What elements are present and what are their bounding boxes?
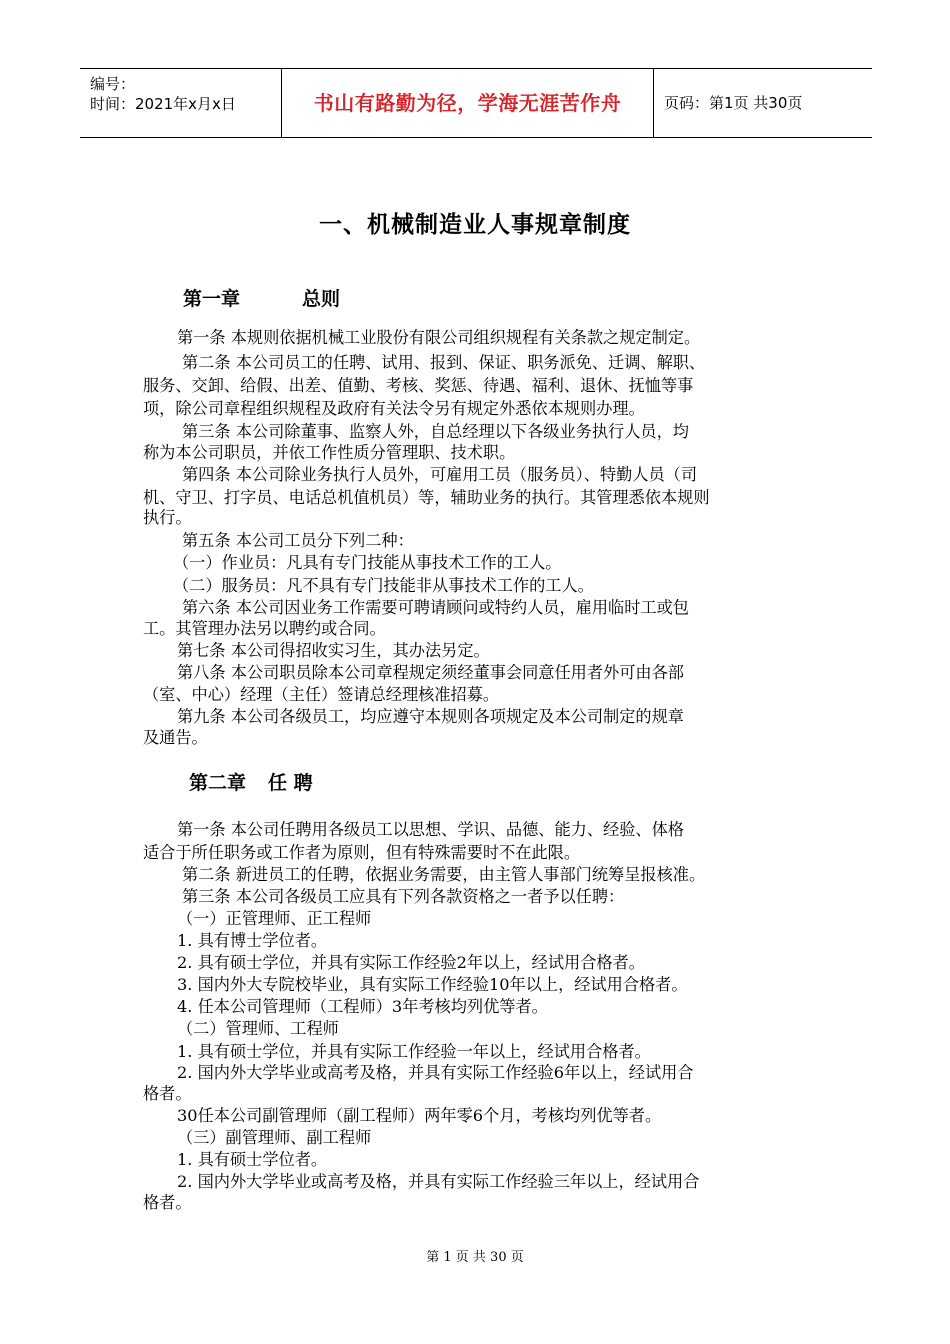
text-line: 3. 国内外大专院校毕业，具有实际工作经验10年以上，经试用合格者。	[177, 975, 688, 994]
text-line: 第四条 本公司除业务执行人员外，可雇用工员（服务员）、特勤人员（司	[182, 465, 698, 484]
document-date: 时间：2021年x月x日	[90, 95, 236, 113]
header-motto: 书山有路勤为径，学海无涯苦作舟	[282, 69, 654, 137]
page-footer: 第 1 页 共 30 页	[426, 1250, 524, 1265]
text-line: 格者。	[143, 1193, 192, 1212]
chapter-1-name: 总则	[302, 288, 341, 310]
text-line: 2. 国内外大学毕业或高考及格，并具有实际工作经验三年以上，经试用合	[177, 1172, 700, 1191]
text-line: （一）正管理师、正工程师	[177, 909, 372, 928]
text-line: （二）管理师、工程师	[177, 1019, 339, 1038]
text-line: 1. 具有硕士学位者。	[177, 1150, 328, 1169]
text-line: 2. 具有硕士学位，并具有实际工作经验2年以上，经试用合格者。	[177, 953, 645, 972]
document-title: 一、机械制造业人事规章制度	[319, 212, 631, 238]
text-line: 适合于所任职务或工作者为原则，但有特殊需要时不在此限。	[143, 843, 581, 862]
text-line: 服务、交卸、给假、出差、值勤、考核、奖惩、待遇、福利、退休、抚恤等事	[143, 376, 694, 395]
text-line: 机、守卫、打字员、电话总机值机员）等，辅助业务的执行。其管理悉依本规则	[143, 488, 710, 507]
text-line: （一）作业员：凡具有专门技能从事技术工作的工人。	[173, 553, 562, 572]
text-line: 项，除公司章程组织规程及政府有关法令另有规定外悉依本规则办理。	[143, 399, 645, 418]
text-line: 第七条 本公司得招收实习生，其办法另定。	[177, 641, 490, 660]
text-line: 第二条 本公司员工的任聘、试用、报到、保证、职务派免、迁调、解职、	[182, 353, 706, 372]
header-page-info: 页码：第1页 共30页	[664, 94, 803, 112]
text-line: （二）服务员：凡不具有专门技能非从事技术工作的工人。	[173, 576, 594, 595]
text-line: 第八条 本公司职员除本公司章程规定须经董事会同意任用者外可由各部	[177, 663, 684, 682]
text-line: 及通告。	[143, 728, 208, 747]
chapter-2-heading	[189, 768, 313, 795]
text-line: 第一条 本公司任聘用各级员工以思想、学识、品德、能力、经验、体格	[177, 820, 684, 839]
text-line: 1. 具有硕士学位，并具有实际工作经验一年以上，经试用合格者。	[177, 1042, 651, 1061]
chapter-2-label: 第二章	[189, 772, 247, 794]
text-line: 第三条 本公司各级员工应具有下列各款资格之一者予以任聘：	[182, 887, 625, 906]
text-line: 4. 任本公司管理师（工程师）3年考核均列优等者。	[177, 997, 548, 1016]
document-header	[80, 68, 872, 138]
text-line: 工。其管理办法另以聘约或合同。	[143, 619, 386, 638]
chapter-2-name: 任 聘	[268, 772, 313, 794]
text-line: 第九条 本公司各级员工，均应遵守本规则各项规定及本公司制定的规章	[177, 707, 684, 726]
header-meta	[80, 69, 282, 137]
chapter-1-label: 第一章	[183, 288, 241, 310]
chapter-1-heading	[183, 284, 340, 311]
text-line: 格者。	[143, 1084, 192, 1103]
text-line: 称为本公司职员，并依工作性质分管理职、技术职。	[143, 443, 516, 462]
text-line: （室、中心）经理（主任）签请总经理核准招募。	[143, 685, 500, 704]
text-line: 第三条 本公司除董事、监察人外，自总经理以下各级业务执行人员，均	[182, 422, 689, 441]
text-line: 第一条 本规则依据机械工业股份有限公司组织规程有关条款之规定制定。	[177, 328, 701, 347]
text-line: 第五条 本公司工员分下列二种：	[182, 531, 414, 550]
text-line: 30任本公司副管理师（副工程师）两年零6个月，考核均列优等者。	[177, 1106, 662, 1125]
text-line: 第六条 本公司因业务工作需要可聘请顾问或特约人员，雇用临时工或包	[182, 598, 689, 617]
text-line: 2. 国内外大学毕业或高考及格，并具有实际工作经验6年以上，经试用合	[177, 1063, 694, 1082]
text-line: 1. 具有博士学位者。	[177, 931, 328, 950]
text-line: （三）副管理师、副工程师	[177, 1128, 372, 1147]
document-number-label: 编号：	[90, 75, 136, 93]
text-line: 执行。	[143, 508, 192, 527]
text-line: 第二条 新进员工的任聘，依据业务需要，由主管人事部门统筹呈报核准。	[182, 865, 706, 884]
